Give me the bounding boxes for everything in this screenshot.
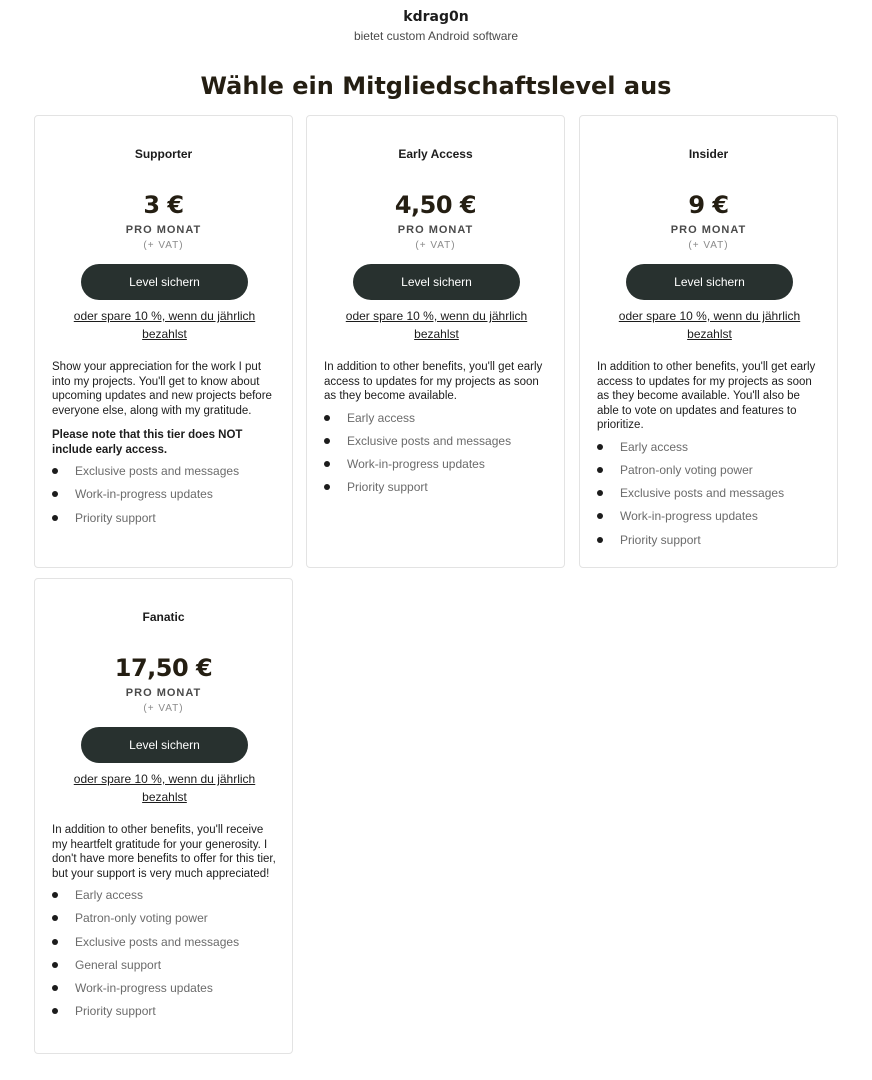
tier-price: 17,50 €	[114, 654, 213, 682]
benefit-item	[324, 456, 550, 472]
annual-billing-link[interactable]: oder spare 10 %, wenn du jährlich bezahlst	[73, 309, 256, 341]
description-text: In addition to other benefits, you'll get early access to updates for my projects as soon as they become available. You'll also be able to vote on updates and features to prioritize.	[597, 361, 816, 431]
description-text: In addition to other benefits, you'll get early access to updates for my projects as soon as they become available.	[324, 361, 543, 402]
tier-card-supporter	[34, 115, 293, 568]
tier-card-fanatic	[34, 578, 293, 1054]
annual-billing-link[interactable]: oder spare 10 %, wenn du jährlich bezahlst	[73, 772, 256, 804]
bullet-icon	[52, 491, 58, 497]
bullet-icon	[597, 513, 603, 519]
vat-note: (+ VAT)	[688, 240, 729, 251]
benefit-label: General support	[75, 957, 162, 972]
benefit-item	[52, 510, 278, 526]
benefit-list	[52, 463, 278, 526]
price-period: PRO MONAT	[125, 687, 202, 699]
price-period: PRO MONAT	[670, 224, 747, 236]
benefit-label: Work-in-progress updates	[347, 457, 485, 472]
tier-description	[597, 360, 823, 555]
tier-card-early-access	[306, 115, 565, 568]
tier-price: 3 €	[143, 191, 184, 219]
benefit-item	[324, 410, 550, 426]
description-text: Show your appreciation for the work I put into my projects. You'll get to know about upcoming updates and new projects before everyone else, along with my gratitude.	[52, 361, 272, 417]
benefit-item	[52, 463, 278, 479]
benefit-item	[597, 485, 823, 501]
price-period: PRO MONAT	[125, 224, 202, 236]
tier-price: 4,50 €	[394, 191, 477, 219]
benefit-item	[52, 934, 278, 950]
tier-name: Supporter	[134, 147, 193, 161]
vat-note: (+ VAT)	[143, 703, 184, 714]
benefit-label: Early access	[347, 410, 416, 425]
bullet-icon	[52, 892, 58, 898]
bullet-icon	[52, 985, 58, 991]
tier-description	[52, 360, 278, 533]
vat-note: (+ VAT)	[415, 240, 456, 251]
benefit-list	[597, 439, 823, 548]
join-tier-button[interactable]: Level sichern	[81, 727, 248, 763]
benefit-label: Patron-only voting power	[620, 462, 753, 477]
description-text: In addition to other benefits, you'll receive my heartfelt gratitude for your generosity. I don't have more benefits to offer for this tier, but your support is very much appreciated!	[52, 824, 276, 880]
benefit-label: Priority support	[620, 532, 701, 547]
benefit-item	[324, 433, 550, 449]
bullet-icon	[52, 915, 58, 921]
vat-note: (+ VAT)	[143, 240, 184, 251]
benefit-item	[52, 887, 278, 903]
tier-card-insider	[579, 115, 838, 568]
benefit-item	[52, 910, 278, 926]
price-period: PRO MONAT	[397, 224, 474, 236]
join-tier-button[interactable]: Level sichern	[353, 264, 520, 300]
annual-billing-link[interactable]: oder spare 10 %, wenn du jährlich bezahlst	[618, 309, 801, 341]
tier-name: Insider	[688, 147, 729, 161]
benefit-list	[52, 887, 278, 1019]
benefit-label: Work-in-progress updates	[620, 509, 758, 524]
benefit-label: Early access	[75, 888, 144, 902]
benefit-item	[52, 486, 278, 502]
tier-description	[52, 823, 278, 1027]
bullet-icon	[324, 461, 330, 467]
benefit-item	[597, 532, 823, 548]
benefit-label: Patron-only voting power	[75, 911, 208, 926]
bullet-icon	[52, 468, 58, 474]
bullet-icon	[597, 444, 603, 450]
bullet-icon	[324, 415, 330, 421]
annual-billing-link[interactable]: oder spare 10 %, wenn du jährlich bezahlst	[345, 309, 528, 341]
bullet-icon	[597, 490, 603, 496]
creator-subtitle: bietet custom Android software	[353, 29, 519, 43]
bullet-icon	[597, 537, 603, 543]
tier-note: Please note that this tier does NOT include early access.	[52, 429, 243, 456]
benefit-label: Priority support	[347, 480, 428, 495]
bullet-icon	[324, 484, 330, 490]
benefit-label: Priority support	[75, 1004, 156, 1019]
creator-header	[0, 8, 872, 44]
benefit-item	[52, 1003, 278, 1019]
bullet-icon	[52, 1008, 58, 1014]
tier-name: Fanatic	[142, 610, 185, 624]
benefit-item	[597, 462, 823, 478]
benefit-label: Work-in-progress updates	[75, 487, 213, 502]
tier-price: 9 €	[688, 191, 729, 219]
benefit-label: Work-in-progress updates	[75, 981, 213, 996]
bullet-icon	[52, 939, 58, 945]
page-title: Wähle ein Mitgliedschaftslevel aus	[200, 72, 672, 100]
benefit-label: Exclusive posts and messages	[347, 433, 512, 448]
benefit-label: Exclusive posts and messages	[75, 934, 240, 949]
bullet-icon	[597, 467, 603, 473]
tier-description	[324, 360, 550, 503]
join-tier-button[interactable]: Level sichern	[81, 264, 248, 300]
benefit-item	[597, 508, 823, 524]
benefit-item	[324, 479, 550, 495]
benefit-label: Priority support	[75, 510, 156, 525]
benefit-item	[52, 957, 278, 973]
tier-name: Early Access	[398, 147, 473, 161]
benefit-item	[597, 439, 823, 455]
benefit-label: Exclusive posts and messages	[620, 486, 785, 501]
benefit-list	[324, 410, 550, 496]
creator-name[interactable]: kdrag0n	[403, 9, 469, 25]
bullet-icon	[52, 962, 58, 968]
bullet-icon	[52, 515, 58, 521]
join-tier-button[interactable]: Level sichern	[626, 264, 793, 300]
benefit-item	[52, 980, 278, 996]
benefit-label: Early access	[620, 439, 689, 454]
bullet-icon	[324, 438, 330, 444]
benefit-label: Exclusive posts and messages	[75, 464, 240, 478]
